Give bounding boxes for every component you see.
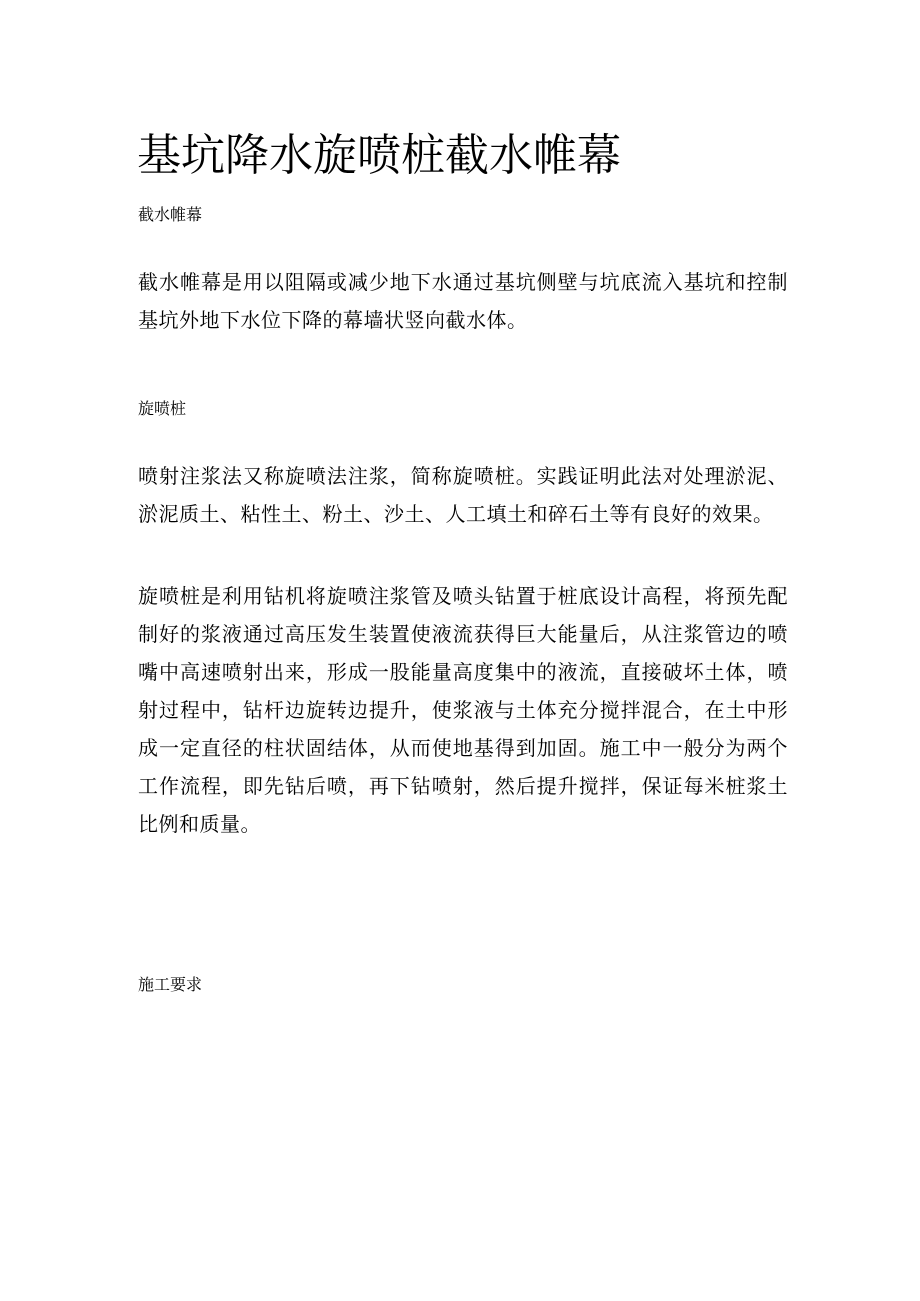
paragraph-jet-grout-process: 旋喷桩是利用钻机将旋喷注浆管及喷头钻置于桩底设计高程，将预先配制好的浆液通过高压发生装置使液流获得巨大能量后，从注浆管边的喷嘴中高速喷射出来，形成一股能量高度集中的液流，直接破坏土体，喷射过程中，钻杆边旋转边提升，使浆液与土体充分搅拌混合，在土中形成一定直径的柱状固结体，从而使地基得到加固。施工中一般分为两个工作流程，即先钻后喷，再下钻喷射，然后提升搅拌，保证每米桩浆土比例和质量。: [138, 584, 788, 836]
section-heading-jet-grout-pile: 旋喷桩: [138, 399, 187, 418]
paragraph-cutoff-curtain-definition: 截水帷幕是用以阻隔或减少地下水通过基坑侧壁与坑底流入基坑和控制基坑外地下水位下降的幕墙状竖向截水体。: [138, 270, 788, 332]
section-heading-cutoff-curtain: 截水帷幕: [138, 205, 203, 224]
paragraph-jet-grout-intro: 喷射注浆法又称旋喷法注浆，简称旋喷桩。实践证明此法对处理淤泥、淤泥质土、粘性土、粉土、沙土、人工填土和碎石土等有良好的效果。: [138, 464, 788, 526]
section-heading-construction-requirements: 施工要求: [138, 975, 203, 994]
document-title: 基坑降水旋喷桩截水帷幕: [137, 130, 621, 181]
